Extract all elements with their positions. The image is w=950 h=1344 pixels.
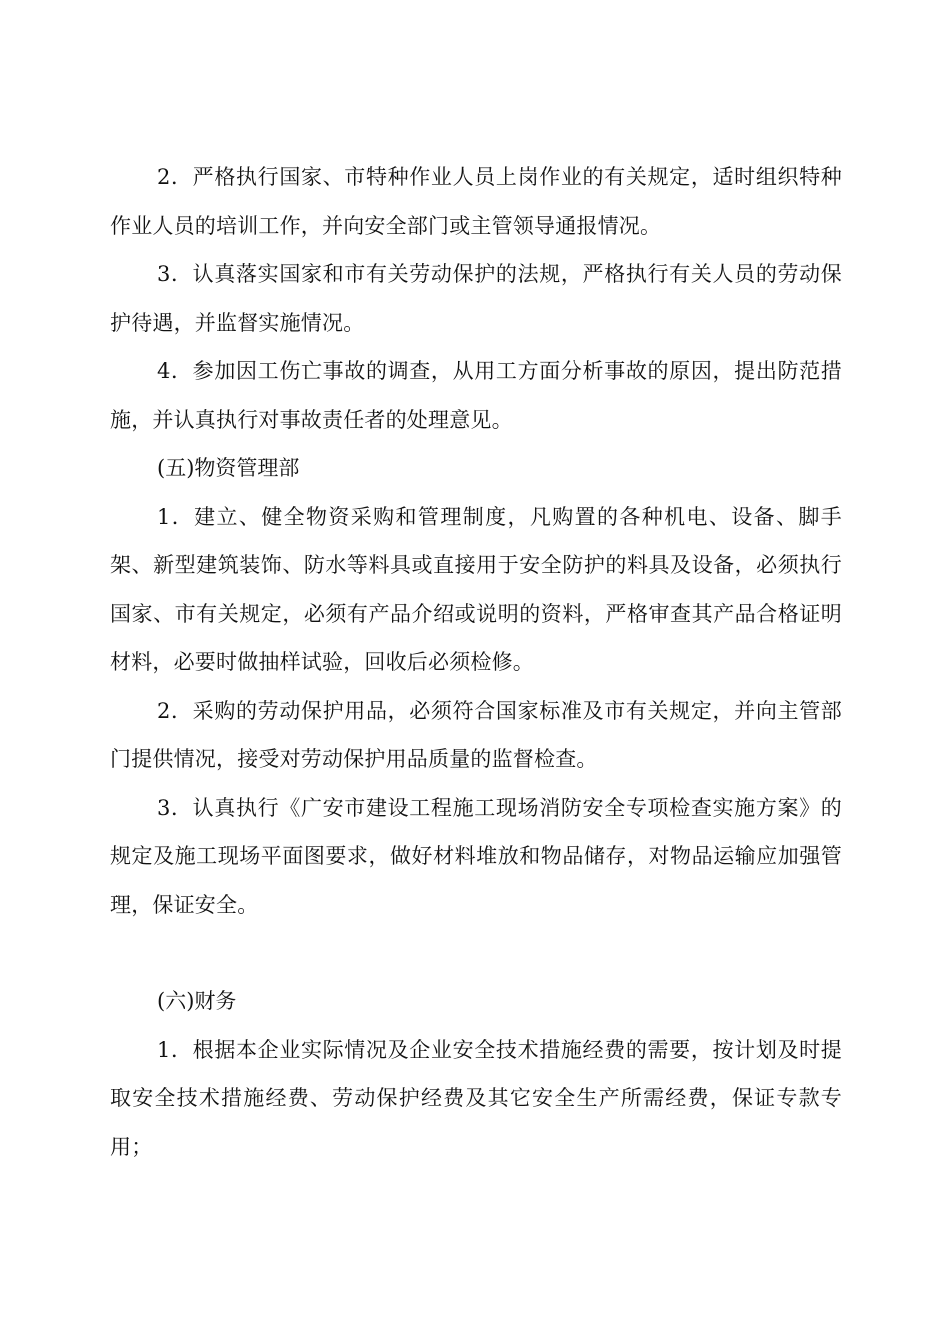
paragraph-item-4: 4．参加因工伤亡事故的调查，从用工方面分析事故的原因，提出防范措施，并认真执行对事故责任者的处理意见。 [110, 359, 842, 432]
section-heading-materials: (五)物资管理部 [157, 456, 300, 480]
paragraph-finance-1: 1．根据本企业实际情况及企业安全技术措施经费的需要，按计划及时提取安全技术措施经费、劳动保护经费及其它安全生产所需经费，保证专款专用； [110, 1037, 842, 1159]
paragraph-item-2: 2．严格执行国家、市特种作业人员上岗作业的有关规定，适时组织特种作业人员的培训工作，并向安全部门或主管领导通报情况。 [110, 165, 842, 238]
section-spacer [110, 929, 842, 977]
section-heading-finance: (六)财务 [157, 989, 237, 1013]
paragraph-materials-2: 2．采购的劳动保护用品，必须符合国家标准及市有关规定，并向主管部门提供情况，接受对劳动保护用品质量的监督检查。 [110, 698, 842, 771]
paragraph-materials-3: 3．认真执行《广安市建设工程施工现场消防安全专项检查实施方案》的规定及施工现场平面图要求，做好材料堆放和物品储存，对物品运输应加强管理，保证安全。 [110, 795, 842, 917]
paragraph-item-3: 3．认真落实国家和市有关劳动保护的法规，严格执行有关人员的劳动保护待遇，并监督实施情况。 [110, 262, 842, 335]
paragraph-materials-1: 1．建立、健全物资采购和管理制度，凡购置的各种机电、设备、脚手架、新型建筑装饰、防水等料具或直接用于安全防护的料具及设备，必须执行国家、市有关规定，必须有产品介绍或说明的资料，严格审查其产品合格证明材料，必要时做抽样试验，回收后必须检修。 [110, 504, 842, 674]
document-body [110, 153, 842, 1171]
